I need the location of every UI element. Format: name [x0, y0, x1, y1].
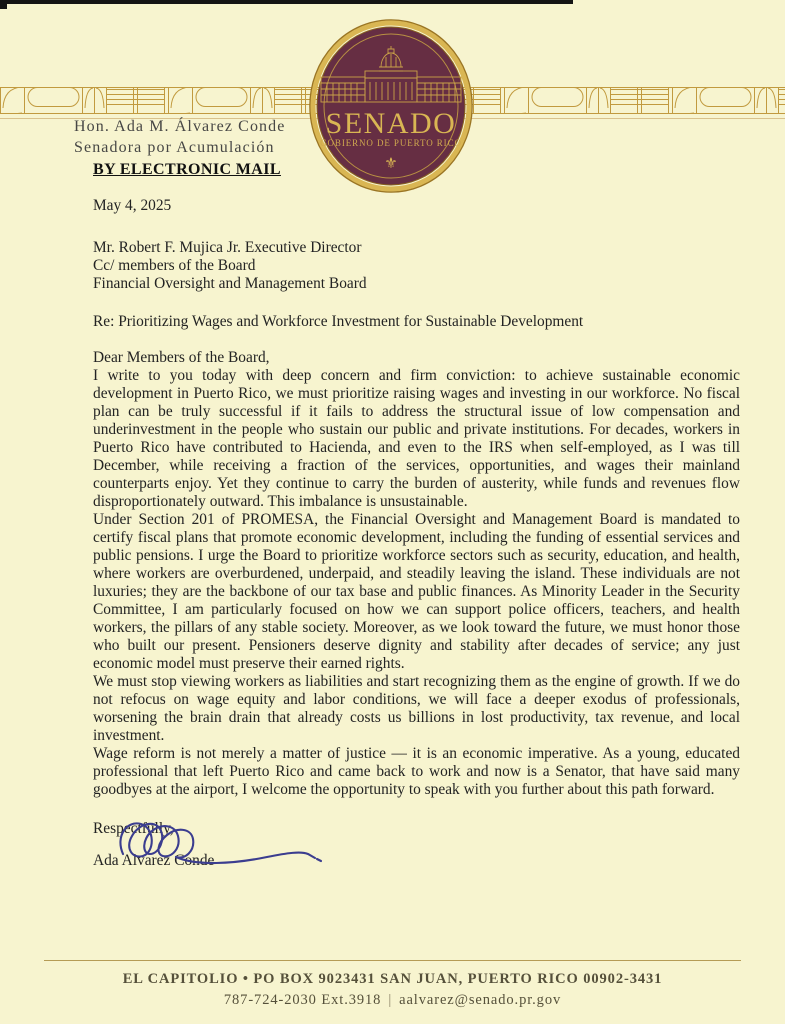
paragraph: We must stop viewing workers as liabilities and start recognizing them as the engine of growth. If we do not refocus on wage equity and labor conditions, we will face a deeper exodus of professionals, worsening the brain drain that already costs us billions in lost productivity, tax revenue, and local investment. [93, 673, 740, 744]
sender-block [74, 116, 285, 158]
signatory-name: Ada Alvarez Conde [93, 852, 215, 869]
scan-artifact [0, 0, 573, 4]
recipient-block [93, 239, 740, 293]
recipient-line: Financial Oversight and Management Board [93, 275, 367, 292]
footer-email: aalvarez@senado.pr.gov [399, 992, 562, 1008]
footer [0, 960, 785, 1010]
signature-scrawl [101, 814, 331, 876]
sender-name: Hon. Ada M. Álvarez Conde [74, 118, 286, 135]
signature-block [93, 820, 740, 890]
letter-date: May 4, 2025 [93, 197, 172, 214]
paragraph: Under Section 201 of PROMESA, the Financial Oversight and Management Board is mandated to certify fiscal plans that promote economic development, including the funding of essential services and public pensions. I urge the Board to prioritize workforce sectors such as security, education, and health, where workers are overburdened, underpaid, and steadily leaving the island. These individuals are not luxuries; they are the backbone of our tax base and public finances. As Minority Leader in the Security Committee, I am particularly focused on how we can support police officers, teachers, and health workers, the pillars of any stable society. Moreover, as we look toward the future, we must honor those who built our present. Pensioners deserve dignity and stability after decades of service; any just economic model must preserve their earned rights. [93, 511, 740, 672]
salutation: Dear Members of the Board, [93, 349, 270, 366]
paragraph: I write to you today with deep concern and firm conviction: to achieve sustainable economic development in Puerto Rico, we must prioritize raising wages and investing in our workforce. No fiscal plan can be truly successful if it fails to address the structural issue of low compensation and underinvestment in the people who sustain our public and private institutions. For decades, workers in Puerto Rico have contributed to Hacienda, and even to the IRS when self-employed, as I was till December, while receiving a fraction of the services, opportunities, and wages their mainland counterparts enjoy. Yet they continue to carry the burden of austerity, while funds and revenues flow disproportionately outward. This imbalance is unsustainable. [93, 367, 740, 510]
senate-seal [306, 16, 476, 196]
seal-subtitle: GOBIERNO DE PUERTO RICO [320, 138, 462, 148]
seal-title: SENADO [325, 107, 457, 140]
footer-divider [44, 960, 741, 961]
footer-separator: | [388, 992, 393, 1008]
recipient-line: Mr. Robert F. Mujica Jr. Executive Director [93, 239, 362, 256]
sender-title: Senadora por Acumulación [74, 139, 275, 156]
recipient-line: Cc/ members of the Board [93, 257, 256, 274]
footer-phone: 787-724-2030 Ext.3918 [223, 992, 382, 1008]
footer-address: EL CAPITOLIO • PO BOX 9023431 SAN JUAN, PUERTO RICO 00902-3431 [122, 971, 663, 987]
fleur-de-lis-icon: ⚜ [384, 154, 398, 172]
delivery-method: BY ELECTRONIC MAIL [93, 161, 281, 178]
closing: Respectfully, [93, 820, 174, 837]
footer-contact [0, 991, 785, 1010]
letter-body [93, 197, 740, 890]
paragraph: Wage reform is not merely a matter of justice — it is an economic imperative. As a young, educated professional that left Puerto Rico and came back to work and now is a Senator, that have said many goodbyes at the airport, I welcome the opportunity to speak with you further about this path forward. [93, 745, 740, 798]
subject-line: Re: Prioritizing Wages and Workforce Investment for Sustainable Development [93, 313, 584, 330]
